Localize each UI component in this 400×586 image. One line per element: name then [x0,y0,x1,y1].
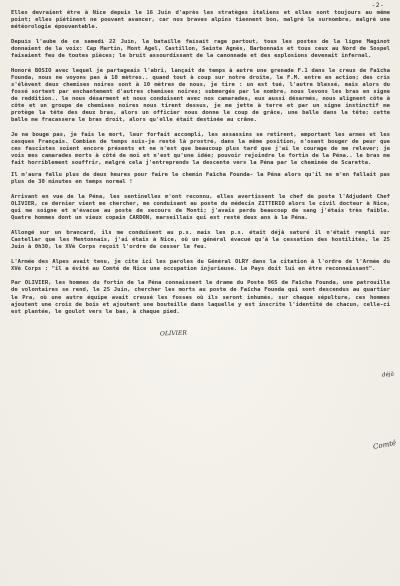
paragraph-9: Par OLIVIER, les hommes du fortin de la Péna connaissent le drame du Poste 965 de Faïcha Founda, une patrouille de volontaires se rend, le 25 Juin, chercher les morts au poste de Faïcha Founda qui sont descendus au quartier le Pra, où une autre équipe avait creusé les fosses où ils seront inhumés, sur chaque sépulture, ces hommes ajoutent une croix de bois et ajoutent une bouteille dans laquelle y est inscrite l'identité de chacun, celle-ci est plantée, le goulot vers le bas, à chaque pied. [11,280,390,315]
handwritten-note-2: Comté [372,439,397,451]
paragraph-4: Je ne bouge pas, je fais le mort, leur forfait accompli, les assassins se retirent, emportant les armes et les casques Français. Combien de temps suis-je resté là prostré, dans la même position, n'osant bouger de peur que ces fascistes soient encore présents et ne n'est que beaucoup plus tard que j'ai le courage de me relever; je vois mes camarades morts à côté de moi et n'est qu'une idée; pouvoir rejoindre le fortin de la Péna.. le bras me fait horriblement souffrir, malgré cela j'entreprends la descente vers la Péna par le cheminée de Scaretta. [11,131,390,167]
page-number: -2- [371,2,384,9]
handwritten-note-1: déjà [381,371,395,379]
handwritten-note-3: OLIVIER [159,329,187,338]
paragraph-3: Honoré BOSIO avec lequel je partageais l'abri, lançait de temps à autre une grenade F.1 dans le creux de Faïcha Founda, nous ne voyons pas à 10 mètres.. quand tout à coup sur notre droite, le F.M. entre en action; des cris s'élèvent deux chemises noires sont à 10 mètres de nous, je tire : un est tué, l'autre blessé, mais alors du fossé sortent par enchantement d'autres chemises noires; submergés par le nombre, nous levons les bras en signe de reddition.. le nous désarment et nous conduisent avec nos camarades, eux aussi désarmés, nous alignent côte à côte et un groupe de chemises noires nous tirent dessus, je me jette à terre et par un signe instinctif me protège la tête des deux bras, alors un officier nous donne le coup de grâce, une balle dans la tête; cette balle me fracassera le bras droit, alors qu'elle était destinée au crâne. [11,67,390,124]
paragraph-5: Il m'aura fallu plus de deux heures pour faire le chemin Faïcha Founda- la Péna alors qu'il ne m'en fallait pas plus de 30 minutes en temps normal ! [11,172,390,186]
paragraph-2: Depuis l'aube de ce samedi 22 Juin, la bataille faisait rage partout, tous les postes de la ligne Maginot donnaient de la voix: Cap Martin, Mont Agel, Castillon, Sainte Agnès, Barbonnaïs et tous ceux au Nord de Sospel faisaient feu de toutes pièces; le bruit assourdissant de la canonnade et des explosions devenait infernal. [11,38,390,59]
paragraph-8: L'Armée des Alpes avait tenu, je cite ici les paroles du Général OLRY dans la citation à l'ordre de l'Armée du XVè Corps : "il a évité au Comté de Nice une occupation injurieuse. Le Pays doit lui en être reconnaissant". [11,258,390,272]
paragraph-7: Allongé sur un brancard, ils me conduisent au p.s. mais les p.s. était déjà saturé il n'était rempli sur Castellar que les Mentonnais, j'ai étais à Nice, où un général évacué qu'à la cessation des hostilités, le 25 Juin à 0h30, le XVè Corps reçoit l'ordre de cesser le feu. [11,229,390,251]
paragraph-6: Arrivant en vue de la Péna, les sentinelles m'ont reconnu, elles avertissent le chef de poste l'Adjudant Chef OLIVIER, ce dernier vient me chercher, me conduisant au poste du médecin ZITTERIO alors le civil docteur à Nice, qui me soigne et m'évacue au poste de secours de Monti; j'avais perdu beaucoup de sang j'étais très faible. Quatre hommes dont un vieux copain CARDON, marseillais qui est resté deux ans à la Péna. [11,193,390,222]
paragraph-1: Elles devraient être à Nice depuis le 16 Juin d'après les stratèges italiens et elles sont toujours au même point; elles piétinent ne pouvant avancer, car nos braves alpins tiennent bon, malgré le surnombre, malgré une météorologie épouvantable. [11,10,390,31]
